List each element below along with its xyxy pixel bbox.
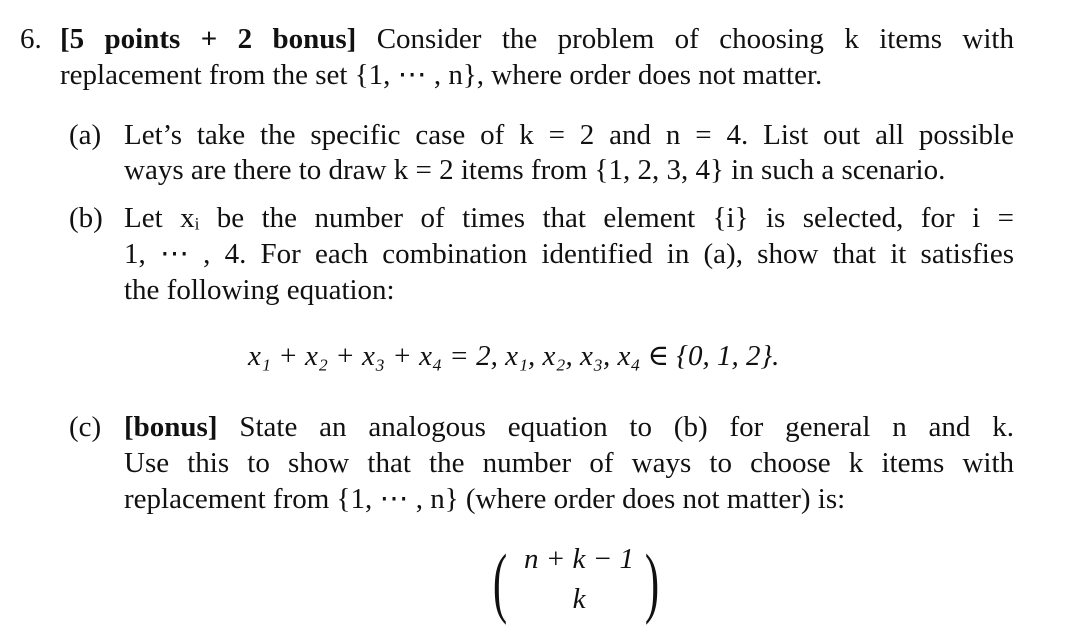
part-c-label: (c) — [69, 411, 102, 443]
part-b-line-3: the following equation: — [124, 274, 395, 306]
part-c-line-3: replacement from {1, ⋯ , n} (where order does not matter) is: — [124, 483, 846, 515]
part-a-line-1: Let’s take the specific case of k = 2 and n = 4. List out all possible — [124, 119, 1014, 151]
binom-right-paren: ) — [644, 538, 660, 625]
binom-left-paren: ( — [492, 538, 508, 625]
points-tag: [5 points + 2 bonus] — [60, 23, 357, 55]
part-b-equation: x₁ + x₂ + x₃ + x₄ = 2, x₁, x₂, x₃, x₄ ∈ {0, 1, 2}. — [248, 340, 780, 372]
intro-text-1: Consider the problem of choosing k items with — [376, 23, 1014, 55]
part-b-label: (b) — [69, 202, 103, 234]
binom-top: n + k − 1 — [523, 543, 634, 575]
part-c-line-1 — [124, 409, 1014, 445]
problem-intro-line-1 — [60, 21, 1014, 57]
part-c-line-2: Use this to show that the number of ways to choose k items with — [124, 447, 1014, 479]
part-b-line-1: Let xᵢ be the number of times that element {i} is selected, for i = — [124, 202, 1014, 234]
problem-number: 6. — [20, 23, 42, 55]
part-c-line-1-text: State an analogous equation to (b) for general n and k. — [239, 411, 1015, 443]
problem-intro-line-2: replacement from the set {1, ⋯ , n}, where order does not matter. — [60, 59, 823, 91]
binom-bottom: k — [572, 583, 586, 615]
bonus-tag: [bonus] — [124, 411, 218, 443]
binomial-coefficient — [492, 538, 665, 625]
part-b-line-2: 1, ⋯ , 4. For each combination identified in (a), show that it satisfies — [124, 238, 1014, 270]
part-a-line-2: ways are there to draw k = 2 items from {1, 2, 3, 4} in such a scenario. — [124, 154, 946, 186]
part-a-label: (a) — [69, 119, 102, 151]
